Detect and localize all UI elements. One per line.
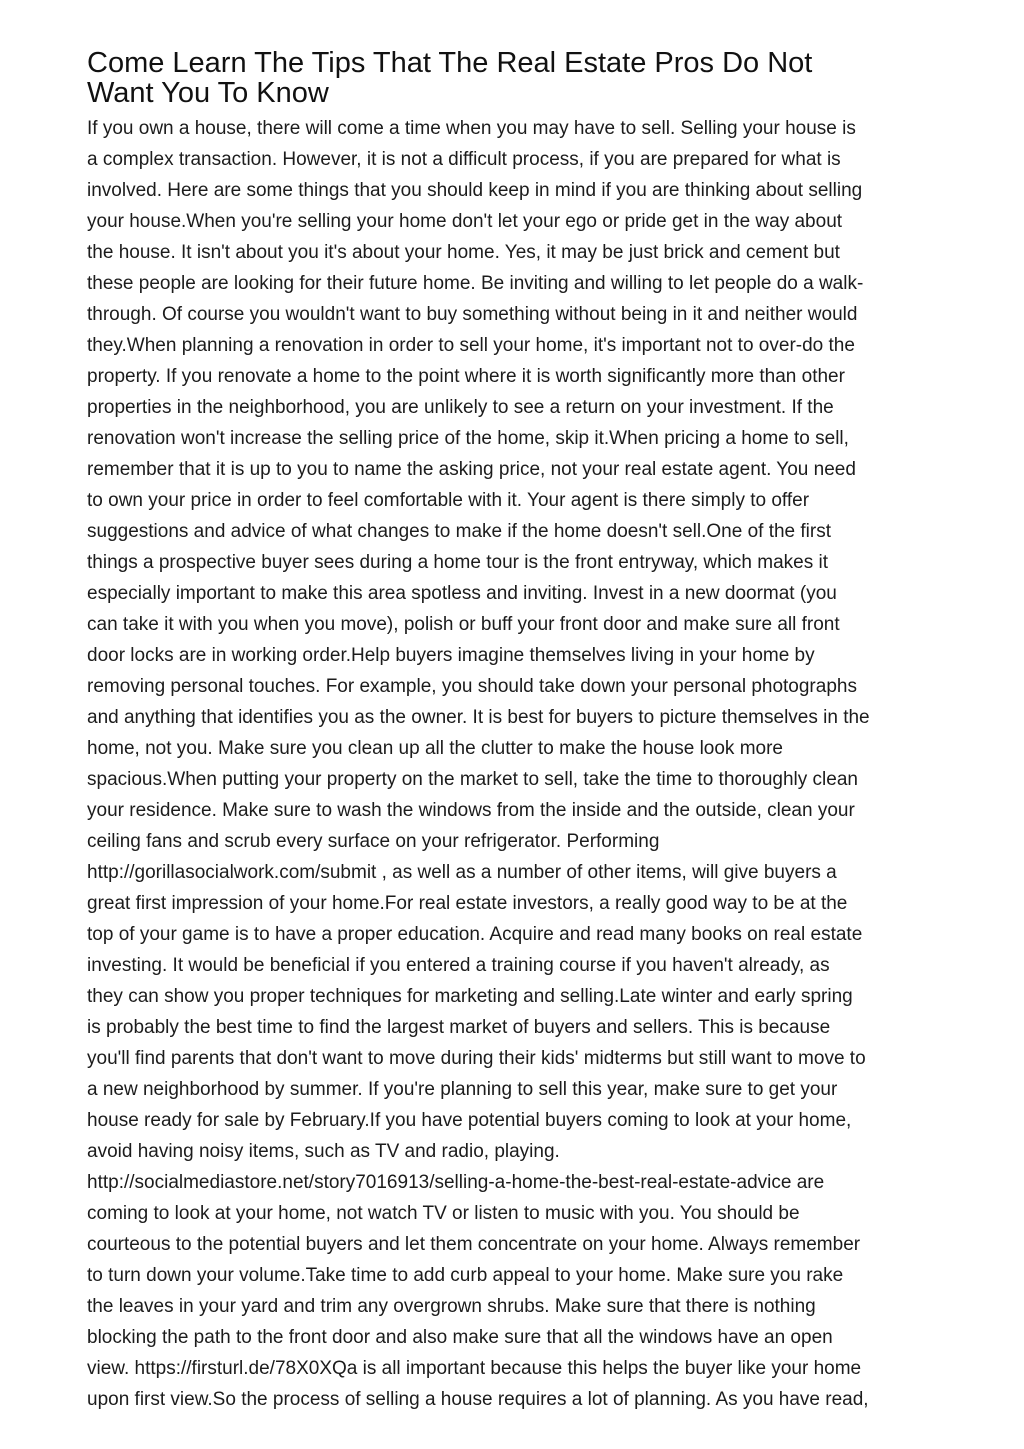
- document-page: [87, 48, 947, 1415]
- body-line: property. If you renovate a home to the point where it is worth significantly more than other: [87, 366, 845, 387]
- document-title: [87, 48, 947, 108]
- body-line: remember that it is up to you to name the asking price, not your real estate agent. You need: [87, 459, 856, 480]
- body-line: especially important to make this area spotless and inviting. Invest in a new doormat (you: [87, 583, 837, 604]
- body-line: things a prospective buyer sees during a home tour is the front entryway, which makes it: [87, 552, 829, 573]
- body-line: to own your price in order to feel comfortable with it. Your agent is there simply to offer: [87, 490, 810, 511]
- body-line: they can show you proper techniques for marketing and selling.Late winter and early spring: [87, 986, 853, 1007]
- body-line: a new neighborhood by summer. If you're planning to sell this year, make sure to get your: [87, 1079, 838, 1100]
- body-line: the leaves in your yard and trim any overgrown shrubs. Make sure that there is nothing: [87, 1296, 816, 1317]
- body-line: home, not you. Make sure you clean up all the clutter to make the house look more: [87, 738, 783, 759]
- body-line: blocking the path to the front door and also make sure that all the windows have an open: [87, 1327, 833, 1348]
- body-line: great first impression of your home.For real estate investors, a really good way to be at the: [87, 893, 848, 914]
- body-line: upon first view.So the process of selling a house requires a lot of planning. As you have read,: [87, 1389, 869, 1410]
- body-line: involved. Here are some things that you should keep in mind if you are thinking about selling: [87, 180, 863, 201]
- body-line: a complex transaction. However, it is not a difficult process, if you are prepared for what is: [87, 149, 841, 170]
- body-line: to turn down your volume.Take time to add curb appeal to your home. Make sure you rake: [87, 1265, 844, 1286]
- body-line: coming to look at your home, not watch TV or listen to music with you. You should be: [87, 1203, 800, 1224]
- body-line: investing. It would be beneficial if you entered a training course if you haven't already, as: [87, 955, 830, 976]
- document-body: [87, 113, 947, 1415]
- body-line: top of your game is to have a proper education. Acquire and read many books on real estate: [87, 924, 863, 945]
- body-line: through. Of course you wouldn't want to buy something without being in it and neither would: [87, 304, 858, 325]
- body-line: http://socialmediastore.net/story7016913/selling-a-home-the-best-real-estate-advice are: [87, 1172, 825, 1193]
- body-line: properties in the neighborhood, you are unlikely to see a return on your investment. If the: [87, 397, 834, 418]
- body-line: http://gorillasocialwork.com/submit , as well as a number of other items, will give buyers a: [87, 862, 837, 883]
- body-line: they.When planning a renovation in order to sell your home, it's important not to over-do the: [87, 335, 855, 356]
- body-line: these people are looking for their future home. Be inviting and willing to let people do a walk-: [87, 273, 864, 294]
- body-line: is probably the best time to find the largest market of buyers and sellers. This is because: [87, 1017, 831, 1038]
- body-line: and anything that identifies you as the owner. It is best for buyers to picture themselves in the: [87, 707, 870, 728]
- body-line: view. https://firsturl.de/78X0XQa is all important because this helps the buyer like your home: [87, 1358, 862, 1379]
- body-line: ceiling fans and scrub every surface on your refrigerator. Performing: [87, 831, 660, 852]
- body-line: your house.When you're selling your home don't let your ego or pride get in the way about: [87, 211, 843, 232]
- body-line: avoid having noisy items, such as TV and radio, playing.: [87, 1141, 560, 1162]
- title-line: Come Learn The Tips That The Real Estate Pros Do Not: [87, 47, 813, 79]
- title-line: Want You To Know: [87, 77, 329, 109]
- body-line: house ready for sale by February.If you have potential buyers coming to look at your home,: [87, 1110, 852, 1131]
- body-line: your residence. Make sure to wash the windows from the inside and the outside, clean your: [87, 800, 855, 821]
- body-line: you'll find parents that don't want to move during their kids' midterms but still want to move to: [87, 1048, 866, 1069]
- body-line: renovation won't increase the selling price of the home, skip it.When pricing a home to sell,: [87, 428, 849, 449]
- body-line: removing personal touches. For example, you should take down your personal photographs: [87, 676, 857, 697]
- body-line: can take it with you when you move), polish or buff your front door and make sure all front: [87, 614, 840, 635]
- body-line: the house. It isn't about you it's about your home. Yes, it may be just brick and cement but: [87, 242, 840, 263]
- body-line: If you own a house, there will come a time when you may have to sell. Selling your house is: [87, 118, 856, 139]
- body-line: courteous to the potential buyers and let them concentrate on your home. Always remember: [87, 1234, 861, 1255]
- body-line: door locks are in working order.Help buyers imagine themselves living in your home by: [87, 645, 815, 666]
- body-line: suggestions and advice of what changes to make if the home doesn't sell.One of the first: [87, 521, 832, 542]
- body-line: spacious.When putting your property on the market to sell, take the time to thoroughly clean: [87, 769, 858, 790]
